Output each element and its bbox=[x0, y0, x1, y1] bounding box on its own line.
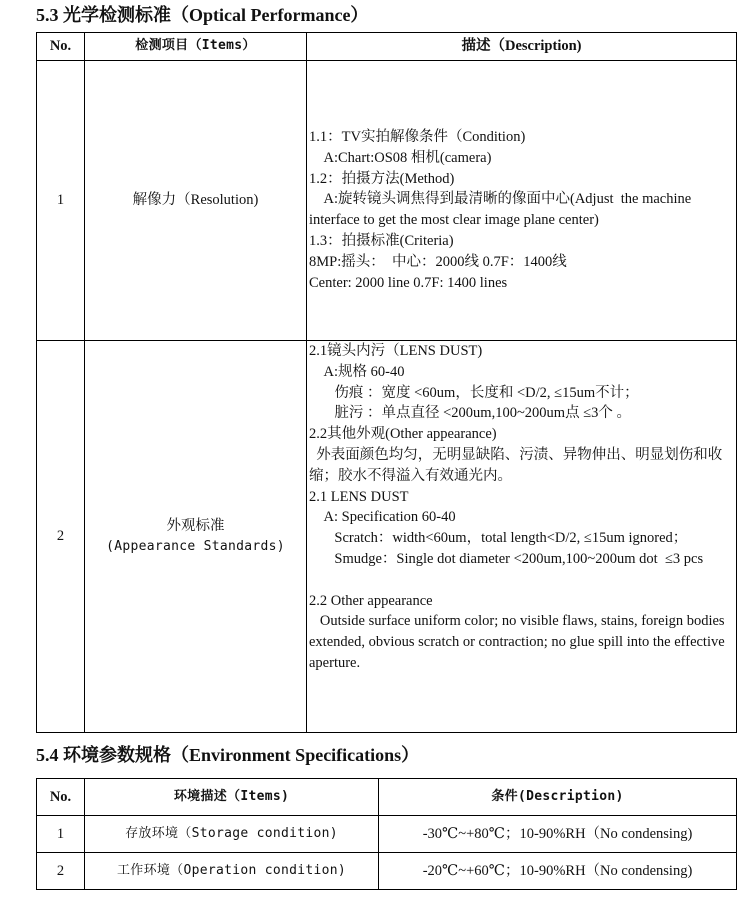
section-title-optical: 5.3 光学检测标准（Optical Performance） bbox=[36, 5, 369, 25]
desc-line: Scratch：width<60um，total length<D/2, ≤15um ignored； bbox=[309, 530, 688, 547]
desc-line: 8MP:摇头： 中心：2000线 0.7F：1400线 bbox=[309, 253, 567, 270]
row-item-resolution: 解像力（Resolution) bbox=[85, 61, 307, 341]
row-description-resolution bbox=[307, 61, 737, 341]
row-condition-operation: -20℃~+60℃；10-90%RH（No condensing) bbox=[379, 853, 737, 890]
row-number: 2 bbox=[37, 341, 85, 733]
desc-line: 2.2 Other appearance bbox=[309, 592, 433, 609]
table-row-operation bbox=[37, 853, 737, 890]
desc-line: 2.1镜头内污（LENS DUST) bbox=[309, 343, 483, 359]
item-label-en: (Appearance Standards) bbox=[106, 538, 285, 554]
header-items: 环境描述（Items) bbox=[85, 779, 379, 816]
header-description: 描述（Description) bbox=[307, 33, 737, 61]
table-row-appearance bbox=[37, 341, 737, 733]
table-header-row bbox=[37, 779, 737, 816]
desc-line: 1.1：TV实拍解像条件（Condition) bbox=[309, 129, 526, 145]
table-header-row bbox=[37, 33, 737, 61]
header-items: 检测项目（Items） bbox=[85, 33, 307, 61]
table-row-storage bbox=[37, 816, 737, 853]
desc-line: Outside surface uniform color; no visible flaws, stains, foreign bodies extended, obvious scratch or contraction; no glue spill into the effective aperture. bbox=[309, 613, 729, 671]
desc-line: A:Chart:OS08 相机(camera) bbox=[309, 149, 492, 166]
row-condition-storage: -30℃~+80℃；10-90%RH（No condensing) bbox=[379, 816, 737, 853]
row-number: 2 bbox=[37, 853, 85, 890]
desc-line: A:旋转镜头调焦得到最清晰的像面中心(Adjust the machine interface to get the most clear image plane center) bbox=[309, 191, 695, 229]
optical-performance-table bbox=[36, 32, 737, 733]
table-row-resolution bbox=[37, 61, 737, 341]
item-label-cn: 外观标准 bbox=[166, 517, 225, 534]
desc-line: Center: 2000 line 0.7F: 1400 lines bbox=[309, 274, 508, 291]
row-description-appearance bbox=[307, 341, 737, 733]
header-condition: 条件(Description) bbox=[379, 779, 737, 816]
desc-line: 脏污 ：单点直径 <200um,100~200um点 ≤3个 。 bbox=[309, 405, 632, 422]
row-number: 1 bbox=[37, 816, 85, 853]
section-title-environment: 5.4 环境参数规格（Environment Specifications） bbox=[36, 745, 420, 765]
desc-line: Smudge：Single dot diameter <200um,100~200um dot ≤3 pcs bbox=[309, 550, 704, 567]
desc-line: 2.1 LENS DUST bbox=[309, 488, 409, 505]
header-no: No. bbox=[37, 33, 85, 61]
desc-line: 1.3：拍摄标准(Criteria) bbox=[309, 232, 454, 249]
desc-line: A: Specification 60-40 bbox=[309, 509, 456, 526]
desc-line: 2.2其他外观(Other appearance) bbox=[309, 426, 497, 443]
row-item-appearance bbox=[85, 341, 307, 733]
desc-line: 外表面颜色均匀，无明显缺陷、污渍、异物伸出、明显划伤和收缩；胶水不得溢入有效通光内。 bbox=[309, 446, 723, 484]
desc-blank-line bbox=[309, 570, 730, 591]
row-item-storage: 存放环境（Storage condition) bbox=[85, 816, 379, 853]
row-item-operation: 工作环境（Operation condition) bbox=[85, 853, 379, 890]
header-no: No. bbox=[37, 779, 85, 816]
desc-line: 伤痕 ：宽度 <60um，长度和 <D/2, ≤15um不计； bbox=[309, 384, 639, 401]
desc-line: A:规格 60-40 bbox=[309, 363, 405, 380]
desc-line: 1.2：拍摄方法(Method) bbox=[309, 170, 455, 187]
row-number: 1 bbox=[37, 61, 85, 341]
environment-specifications-table bbox=[36, 778, 737, 890]
